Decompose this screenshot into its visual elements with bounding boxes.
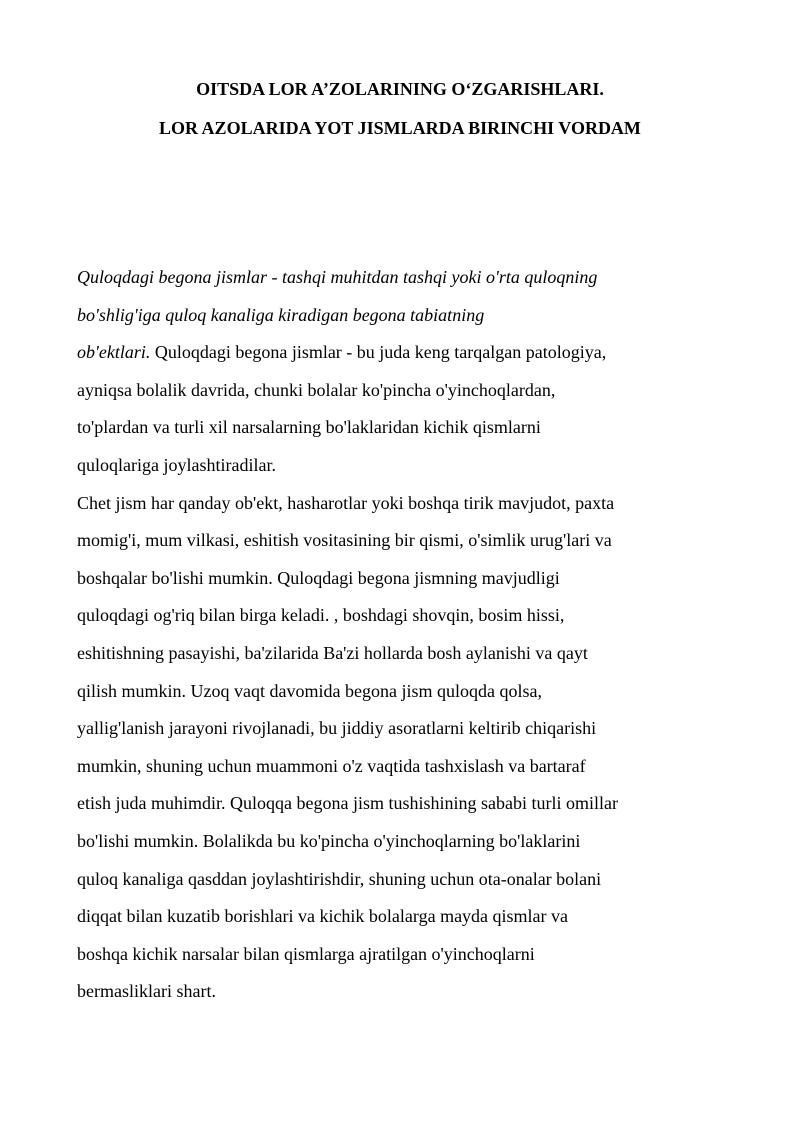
body-line [77, 973, 737, 1011]
body-line [77, 673, 737, 711]
body-line [77, 447, 737, 485]
body-line-text: eshitishning pasayishi, ba'zilarida Ba'zi hollarda bosh aylanishi va qayt [77, 642, 588, 663]
body-line [77, 936, 737, 974]
body-line-text: bo'lishi mumkin. Bolalikda bu ko'pincha o'yinchoqlarning bo'laklarini [77, 830, 581, 851]
document-title-line-1: OITSDA LOR A’ZOLARINING O‘ZGARISHLARI. [196, 79, 604, 99]
body-line [77, 635, 737, 673]
body-line-text: mumkin, shuning uchun muammoni o'z vaqtida tashxislash va bartaraf [77, 755, 586, 776]
body-line-text: bermasliklari shart. [77, 981, 216, 1002]
document-body [77, 259, 737, 1011]
body-line [77, 823, 737, 861]
body-line-text: qilish mumkin. Uzoq vaqt davomida begona jism quloqda qolsa, [77, 680, 542, 701]
body-line-text: ayniqsa bolalik davrida, chunki bolalar ko'pincha o'yinchoqlardan, [77, 379, 556, 400]
body-line [77, 334, 737, 372]
body-line-italic: Quloqdagi begona jismlar - tashqi muhitdan tashqi yoki o'rta quloqning [77, 267, 598, 287]
body-line-text: boshqa kichik narsalar bilan qismlarga ajratilgan o'yinchoqlarni [77, 943, 535, 964]
body-line-text: to'plardan va turli xil narsalarning bo'laklaridan kichik qismlarni [77, 417, 541, 438]
body-line-text: momig'i, mum vilkasi, eshitish vositasining bir qismi, o'simlik urug'lari va [77, 530, 612, 551]
body-line-text: quloq kanaliga qasddan joylashtirishdir, shuning uchun ota-onalar bolani [77, 868, 602, 889]
body-line-italic: ob'ektlari. [77, 342, 151, 363]
body-line-text: quloqlariga joylashtiradilar. [77, 454, 276, 475]
body-line [77, 597, 737, 635]
body-line [77, 748, 737, 786]
body-line-text: diqqat bilan kuzatib borishlari va kichik bolalarga mayda qismlar va [77, 906, 569, 927]
body-line-text: etish juda muhimdir. Quloqqa begona jism tushishining sababi turli omillar [77, 793, 618, 814]
body-line [77, 785, 737, 823]
body-line-text: yallig'lanish jarayoni rivojlanadi, bu jiddiy asoratlarni keltirib chiqarishi [77, 718, 597, 739]
body-line [77, 560, 737, 598]
body-line [77, 297, 737, 335]
body-line [77, 372, 737, 410]
body-line-text: quloqdagi og'riq bilan birga keladi. , boshdagi shovqin, bosim hissi, [77, 605, 565, 626]
body-line [77, 259, 737, 297]
body-line [77, 485, 737, 523]
body-line [77, 710, 737, 748]
body-line [77, 409, 737, 447]
body-line-text: Chet jism har qanday ob'ekt, hasharotlar yoki boshqa tirik mavjudot, paxta [77, 492, 615, 513]
body-line-text: boshqalar bo'lishi mumkin. Quloqdagi begona jismning mavjudligi [77, 567, 560, 588]
body-line [77, 861, 737, 899]
body-line [77, 522, 737, 560]
body-line-text: Quloqdagi begona jismlar - bu juda keng tarqalgan patologiya, [150, 342, 607, 363]
body-line-italic: bo'shlig'iga quloq kanaliga kiradigan begona tabiatning [77, 304, 485, 325]
document-title-line-2: LOR AZOLARIDA YOT JISMLARDA BIRINCHI VORDAM [159, 118, 641, 138]
body-line [77, 898, 737, 936]
